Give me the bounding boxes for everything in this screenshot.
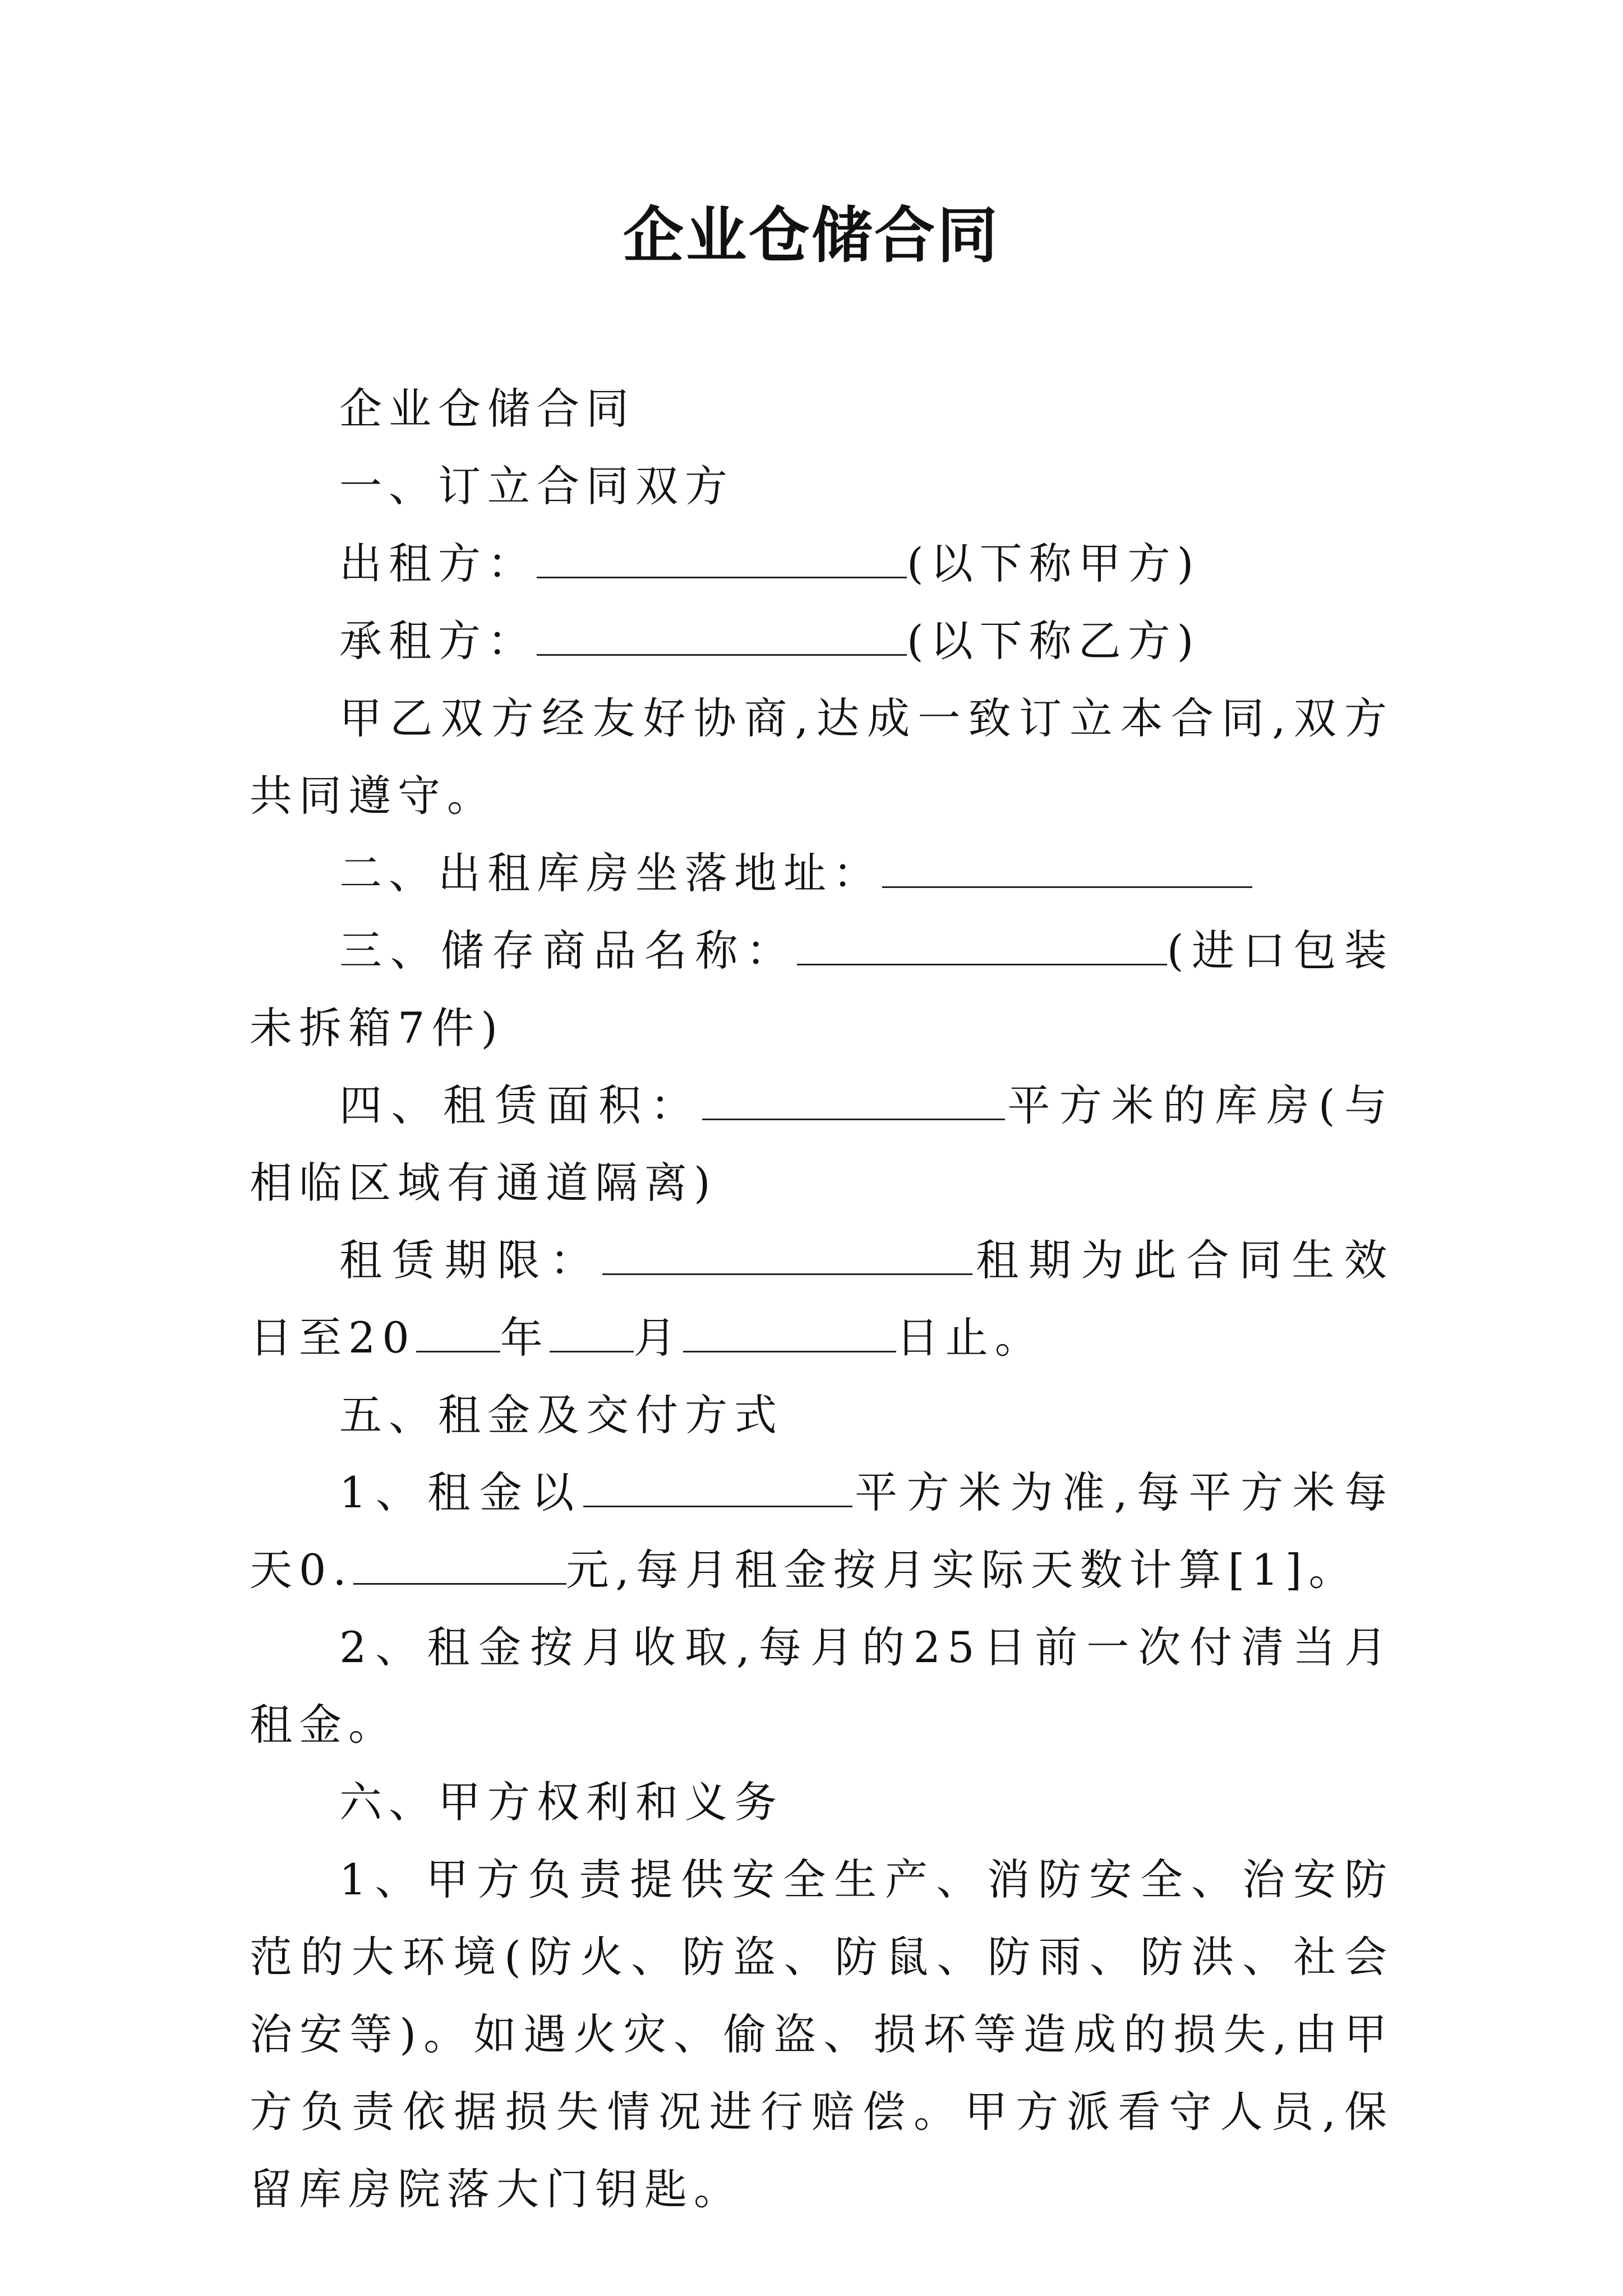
lessee-blank: [537, 616, 907, 656]
year-label: 年: [500, 1313, 550, 1363]
document-title: 企业仓储合同: [623, 200, 1000, 271]
goods-name-suffix: (进口包装未拆箱7件): [250, 926, 1394, 1053]
end-year-blank: [416, 1313, 500, 1352]
lease-term-label: 租赁期限：: [339, 1235, 603, 1285]
daily-rate-blank: [353, 1545, 566, 1585]
section-6-heading: 六、甲方权利和义务: [339, 1777, 783, 1827]
goods-name-blank: [797, 926, 1167, 965]
rent-area-blank: [583, 1467, 852, 1507]
rent-payment-rule: 2、租金按月收取,每月的25日前一次付清当月租金。: [250, 1622, 1394, 1750]
end-day-blank: [683, 1313, 896, 1352]
goods-name-label: 三、储存商品名称：: [339, 926, 797, 976]
end-month-blank: [550, 1313, 634, 1352]
lease-term-text: 租期为此合同生效日至20: [250, 1235, 1394, 1363]
rent-basis-line: [250, 1454, 1394, 1609]
goods-name-line: [250, 912, 1394, 1067]
lessor-blank: [537, 539, 907, 578]
party-a-obligation-1: 1、甲方负责提供安全生产、消防安全、治安防范的大环境(防火、防盗、防鼠、防雨、防洪、社会治安等)。如遇火灾、偷盗、损坏等造成的损失,由甲方负责依据损失情况进行赔偿。甲方派看守人员,保留库房院落大门钥匙。: [250, 1855, 1394, 2214]
warehouse-address-label: 二、出租库房坐落地址：: [339, 848, 882, 898]
lessee-line: [250, 602, 1394, 680]
section-5-heading: 五、租金及交付方式: [339, 1390, 783, 1440]
lease-term-line: [250, 1222, 1394, 1377]
warehouse-address-line: [250, 835, 1394, 912]
lease-area-suffix: 平方米的库房(与相临区域有通道隔离): [250, 1080, 1394, 1208]
paragraph-heading: 企业仓储合同: [339, 384, 635, 434]
month-label: 月: [633, 1313, 683, 1363]
rent-basis-label: 1、租金以: [339, 1467, 583, 1517]
lease-area-line: [250, 1067, 1394, 1222]
lease-area-blank: [702, 1080, 1005, 1120]
lessor-suffix: (以下称甲方): [907, 539, 1201, 588]
warehouse-address-blank: [882, 848, 1252, 888]
rent-basis-text: 平方米为准,每平方米每天0.: [250, 1467, 1394, 1595]
lessee-suffix: (以下称乙方): [907, 616, 1201, 666]
document-body: [250, 370, 1394, 2228]
agreement-statement: 甲乙双方经友好协商,达成一致订立本合同,双方共同遵守。: [250, 693, 1394, 821]
lessee-label: 承租方：: [339, 616, 537, 666]
lessor-line: [250, 525, 1394, 602]
lease-area-label: 四、租赁面积：: [339, 1080, 702, 1130]
lease-term-blank: [602, 1235, 972, 1275]
rent-basis-suffix: 元,每月租金按月实际天数计算[1]。: [566, 1545, 1358, 1595]
lessor-label: 出租方：: [339, 539, 537, 588]
day-label: 日止。: [896, 1313, 1044, 1363]
section-1-heading: 一、订立合同双方: [339, 461, 734, 511]
